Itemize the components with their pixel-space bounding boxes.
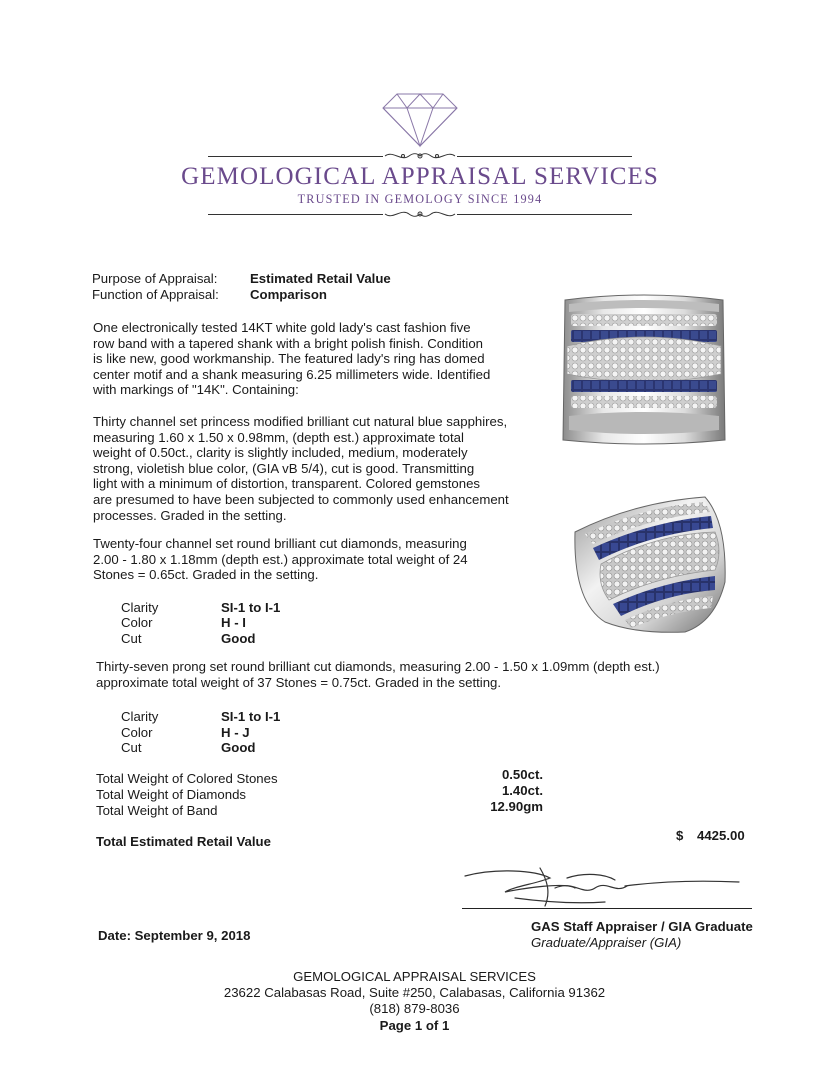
sapphires-paragraph (93, 414, 533, 523)
appraisal-date: Date: September 9, 2018 (98, 928, 251, 943)
spec-value: H - J (221, 725, 250, 740)
spec-label: Clarity (121, 600, 159, 615)
spec-label: Color (121, 615, 153, 630)
spec-value: SI-1 to I-1 (221, 600, 281, 615)
appraiser-subtitle: Graduate/Appraiser (GIA) (531, 935, 682, 950)
ring-photo-angled (565, 492, 735, 642)
channel-diamonds-line: 2.00 - 1.80 x 1.18mm (depth est.) approximate total weight of 24 (93, 551, 468, 567)
sapphires-line: are presumed to have been subjected to commonly used enhancement (93, 491, 509, 507)
appraiser-title: GAS Staff Appraiser / GIA Graduate (531, 919, 753, 934)
flourish-top-ornament (383, 149, 457, 163)
total-diamonds-label: Total Weight of Diamonds (96, 787, 247, 802)
retail-value-label: Total Estimated Retail Value (96, 834, 271, 849)
sapphires-line: weight of 0.50ct., clarity is slightly included, medium, moderately (93, 445, 468, 461)
company-tagline: TRUSTED IN GEMOLOGY SINCE 1994 (297, 192, 543, 206)
purpose-value: Estimated Retail Value (250, 271, 391, 286)
flourish-bottom-ornament (383, 208, 457, 222)
spec-value: Good (221, 740, 256, 755)
spec-label: Clarity (121, 709, 159, 724)
purpose-label: Purpose of Appraisal: (92, 271, 218, 286)
description-line: One electronically tested 14KT white gold lady's cast fashion five (93, 320, 471, 335)
ring-photo-front (555, 290, 733, 450)
channel-diamonds-paragraph (93, 536, 533, 583)
spec-value: SI-1 to I-1 (221, 709, 281, 724)
description-line: is like new, good workmanship. The featured lady's ring has domed (93, 351, 485, 367)
footer-address: 23622 Calabasas Road, Suite #250, Calabasas, California 91362 (223, 985, 606, 1000)
prong-diamonds-paragraph (96, 659, 716, 690)
description-line: center motif and a shank measuring 6.25 millimeters wide. Identified (93, 366, 491, 382)
function-label: Function of Appraisal: (92, 287, 219, 302)
retail-currency: $ (676, 828, 684, 843)
page-number: Page 1 of 1 (379, 1018, 450, 1033)
sapphires-line: measuring 1.60 x 1.50 x 0.98mm, (depth est.) approximate total (93, 429, 464, 445)
signature-line (462, 908, 752, 909)
total-band-value: 12.90gm (490, 799, 543, 814)
channel-diamonds-line: Twenty-four channel set round brilliant cut diamonds, measuring (93, 536, 467, 551)
spec-value: Good (221, 631, 256, 646)
prong-diamonds-line: approximate total weight of 37 Stones = 0.75ct. Graded in the setting. (96, 674, 502, 690)
spec-value: H - I (221, 615, 246, 630)
sapphires-line: processes. Graded in the setting. (93, 507, 287, 523)
channel-diamonds-line: Stones = 0.65ct. Graded in the setting. (93, 567, 319, 583)
description-line: with markings of "14K". Containing: (93, 382, 299, 398)
spec-label: Color (121, 725, 153, 740)
spec-label: Cut (121, 740, 142, 755)
prong-diamonds-line: Thirty-seven prong set round brilliant cut diamonds, measuring 2.00 - 1.50 x 1.09mm (depth est.) (96, 659, 660, 674)
footer-company: GEMOLOGICAL APPRAISAL SERVICES (293, 969, 536, 984)
company-logo-title: GEMOLOGICAL APPRAISAL SERVICES (181, 163, 659, 190)
description-line: row band with a tapered shank with a bright polish finish. Condition (93, 335, 483, 351)
total-band-label: Total Weight of Band (96, 803, 218, 818)
appraiser-signature (455, 858, 755, 918)
retail-amount: 4425.00 (697, 828, 745, 843)
footer-phone: (818) 879-8036 (369, 1001, 460, 1016)
spec-label: Cut (121, 631, 142, 646)
sapphires-line: strong, violetish blue color, (GIA vB 5/4), cut is good. Transmitting (93, 460, 475, 476)
total-colored-label: Total Weight of Colored Stones (96, 771, 278, 786)
function-value: Comparison (250, 287, 327, 302)
total-colored-value: 0.50ct. (501, 767, 543, 782)
diamond-logo-icon (381, 92, 459, 148)
total-diamonds-value: 1.40ct. (501, 783, 543, 798)
sapphires-line: Thirty channel set princess modified brilliant cut natural blue sapphires, (93, 414, 508, 429)
description-paragraph (93, 320, 533, 398)
sapphires-line: light with a minimum of distortion, transparent. Colored gemstones (93, 476, 481, 492)
